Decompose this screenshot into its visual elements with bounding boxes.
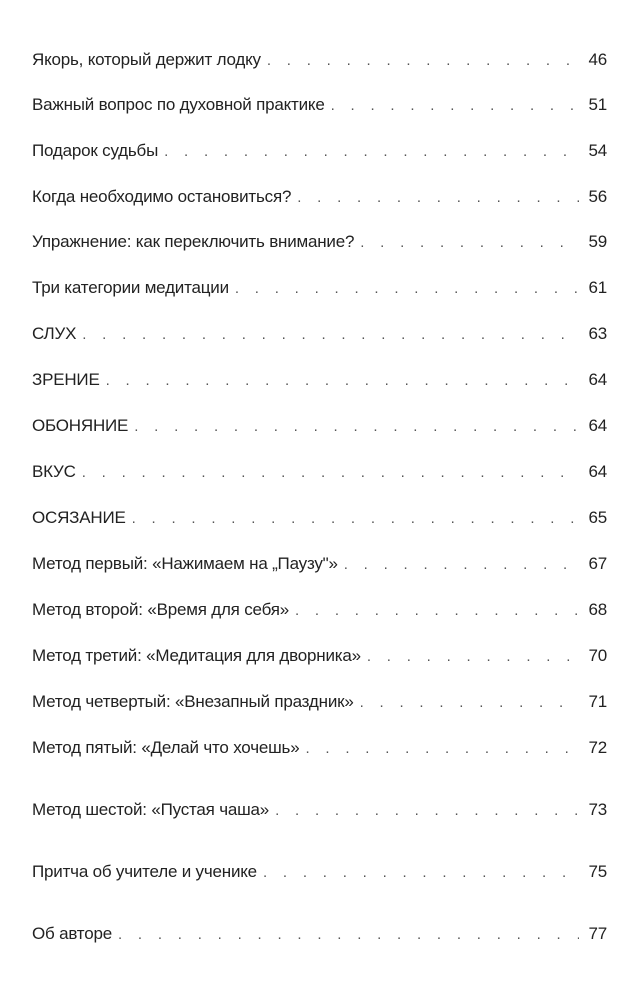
toc-dot-leader (360, 234, 579, 251)
toc-entry-title: Притча об учителе и ученике (32, 862, 257, 881)
toc-entry (32, 692, 607, 722)
toc-entry (32, 416, 607, 446)
toc-entry-title: ЗРЕНИЕ (32, 370, 100, 389)
toc-dot-leader (331, 97, 579, 114)
toc-entry-page: 63 (588, 324, 607, 343)
toc-dot-leader (164, 143, 579, 160)
toc-dot-leader (235, 280, 579, 297)
toc-entry (32, 232, 607, 262)
toc-entry-page: 65 (588, 508, 607, 527)
toc-dot-leader (367, 648, 579, 665)
toc-dot-leader (134, 418, 579, 435)
toc-dot-leader (297, 189, 579, 206)
toc-entry (32, 462, 607, 492)
toc-entry-page: 68 (588, 600, 607, 619)
toc-dot-leader (82, 464, 579, 481)
toc-dot-leader (295, 602, 579, 619)
toc-dot-leader (344, 556, 579, 573)
toc-entry (32, 370, 607, 400)
toc-entry-page: 73 (588, 800, 607, 819)
toc-entry (32, 324, 607, 354)
toc-entry-title: ОСЯЗАНИЕ (32, 508, 126, 527)
toc-entry-title: ОБОНЯНИЕ (32, 416, 129, 435)
toc-entry (32, 554, 607, 584)
toc-entry-title: Метод четвертый: «Внезапный праздник» (32, 692, 354, 711)
toc-entry-page: 54 (588, 141, 607, 160)
toc-entry-title: Метод второй: «Время для себя» (32, 600, 289, 619)
toc-entry-page: 75 (588, 862, 607, 881)
toc-dot-leader (118, 926, 579, 943)
toc-entry-page: 70 (588, 646, 607, 665)
toc-entry-title: СЛУХ (32, 324, 77, 343)
toc-entry-page: 51 (588, 95, 607, 114)
toc-entry-page: 46 (588, 50, 607, 69)
toc-dot-leader (106, 372, 579, 389)
toc-entry-title: Подарок судьбы (32, 141, 159, 160)
toc-entry (32, 95, 607, 125)
toc-entry (32, 924, 607, 954)
toc-entry-title: Когда необходимо остановиться? (32, 187, 292, 206)
toc-entry (32, 800, 607, 830)
toc-entry-page: 64 (588, 370, 607, 389)
toc-entry-page: 59 (588, 232, 607, 251)
toc-entry-page: 64 (588, 462, 607, 481)
toc-entry-title: Важный вопрос по духовной практике (32, 95, 325, 114)
toc-entry-title: Три категории медитации (32, 278, 229, 297)
toc-dot-leader (82, 326, 579, 343)
toc-dot-leader (263, 864, 579, 881)
toc-entry-title: Метод пятый: «Делай что хочешь» (32, 738, 300, 757)
toc-entry-page: 72 (588, 738, 607, 757)
toc-entry-page: 77 (588, 924, 607, 943)
toc-entry (32, 508, 607, 538)
toc-entry-title: Об авторе (32, 924, 112, 943)
toc-dot-leader (132, 510, 579, 527)
toc-dot-leader (267, 52, 579, 69)
toc-entry (32, 646, 607, 676)
toc-entry-title: Якорь, который держит лодку (32, 50, 261, 69)
toc-entry-title: ВКУС (32, 462, 76, 481)
toc-entry-page: 64 (588, 416, 607, 435)
toc-entry-page: 67 (588, 554, 607, 573)
toc-entry (32, 862, 607, 892)
toc-dot-leader (305, 740, 579, 757)
toc-entry-page: 56 (588, 187, 607, 206)
toc-entry-page: 71 (588, 692, 607, 711)
toc-entry (32, 187, 607, 217)
toc-entry (32, 738, 607, 768)
toc-entry (32, 278, 607, 308)
toc-dot-leader (360, 694, 579, 711)
toc-entry-page: 61 (588, 278, 607, 297)
toc-entry-title: Метод первый: «Нажимаем на „Паузу"» (32, 554, 338, 573)
toc-dot-leader (275, 802, 579, 819)
toc-entry-title: Метод третий: «Медитация для дворника» (32, 646, 361, 665)
toc-entry (32, 50, 607, 80)
toc-entry (32, 141, 607, 171)
toc-entry-title: Упражнение: как переключить внимание? (32, 232, 355, 251)
toc-entry-title: Метод шестой: «Пустая чаша» (32, 800, 270, 819)
toc-entry (32, 600, 607, 630)
